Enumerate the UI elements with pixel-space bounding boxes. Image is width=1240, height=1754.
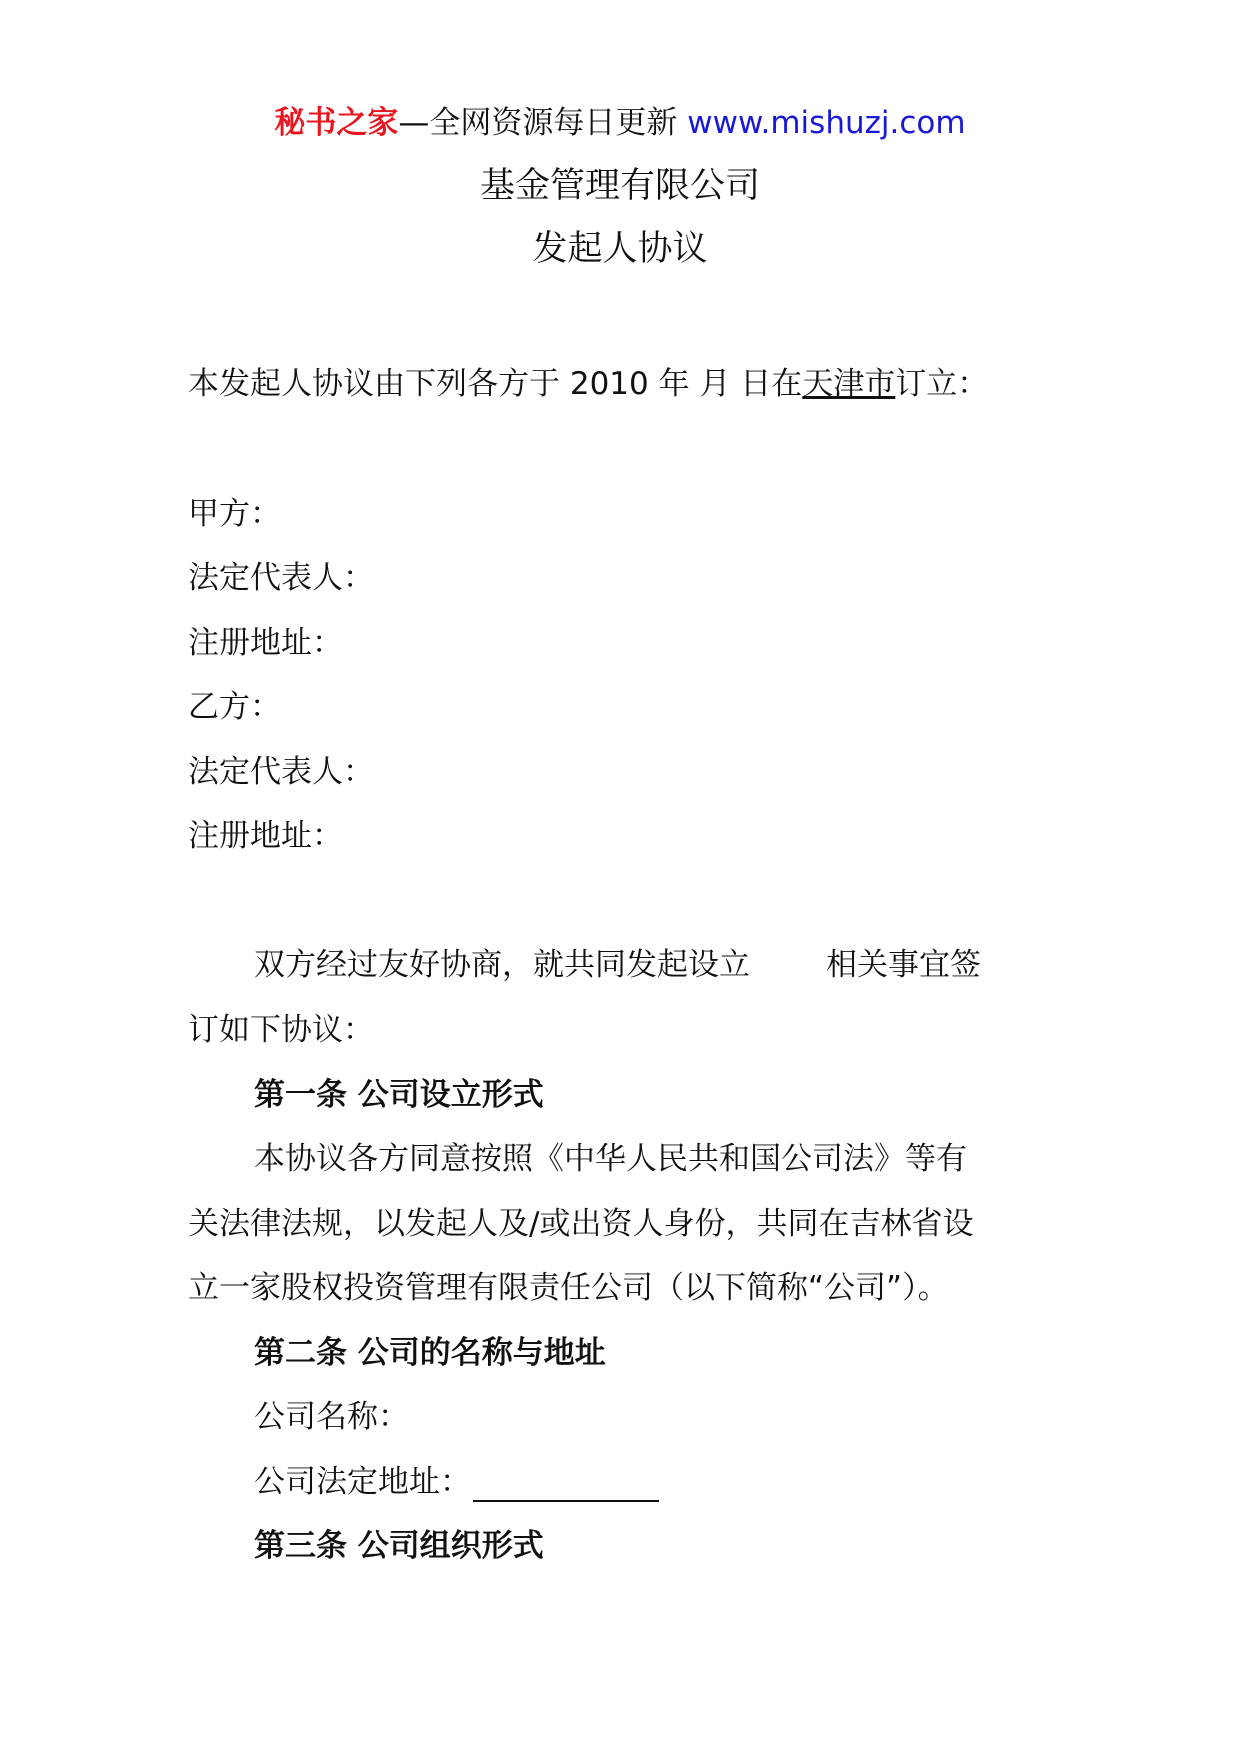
- company-address-label: 公司法定地址：: [254, 1464, 471, 1500]
- brand-name: 秘书之家: [274, 105, 399, 141]
- company-name-label: 公司名称：: [254, 1399, 409, 1435]
- article-2-heading: 第二条 公司的名称与地址: [254, 1335, 606, 1371]
- party-b-label: 乙方：: [188, 689, 281, 725]
- party-b-legal-rep-label: 法定代表人：: [188, 754, 374, 790]
- document-subtitle: 发起人协议: [532, 229, 708, 269]
- header-tagline: —全网资源每日更新: [398, 105, 688, 141]
- article-1-line-1: 本协议各方同意按照《中华人民共和国公司法》等有: [254, 1141, 967, 1177]
- document-header: [0, 103, 1240, 143]
- article-1-heading: 第一条 公司设立形式: [254, 1077, 544, 1113]
- preamble-text: 双方经过友好协商，就共同发起设立: [254, 947, 750, 983]
- party-a-address-label: 注册地址：: [188, 625, 343, 661]
- party-a-legal-rep-label: 法定代表人：: [188, 560, 374, 596]
- party-b-address-label: 注册地址：: [188, 818, 343, 854]
- article-1-line-2: 关法律法规，以发起人及/或出资人身份，共同在吉林省设: [188, 1206, 974, 1242]
- party-a-label: 甲方：: [188, 496, 281, 532]
- company-address-row: [254, 1462, 659, 1502]
- intro-place: 天津市: [802, 366, 896, 402]
- preamble-line-2: 订如下协议：: [188, 1012, 374, 1048]
- header-url-link[interactable]: www.mishuzj.com: [687, 105, 966, 141]
- article-3-heading: 第三条 公司组织形式: [254, 1528, 544, 1564]
- company-address-blank[interactable]: [473, 1470, 659, 1502]
- intro-text-end: 订立：: [895, 366, 989, 402]
- article-1-line-3: 立一家股权投资管理有限责任公司（以下简称“公司”）。: [188, 1270, 949, 1306]
- intro-text: 本发起人协议由下列各方于 2010 年 月 日在: [188, 366, 803, 402]
- preamble-text-end: 相关事宜签: [826, 947, 981, 983]
- preamble-line-1: [254, 945, 981, 985]
- intro-paragraph: [188, 364, 988, 404]
- document-title: 基金管理有限公司: [479, 166, 760, 206]
